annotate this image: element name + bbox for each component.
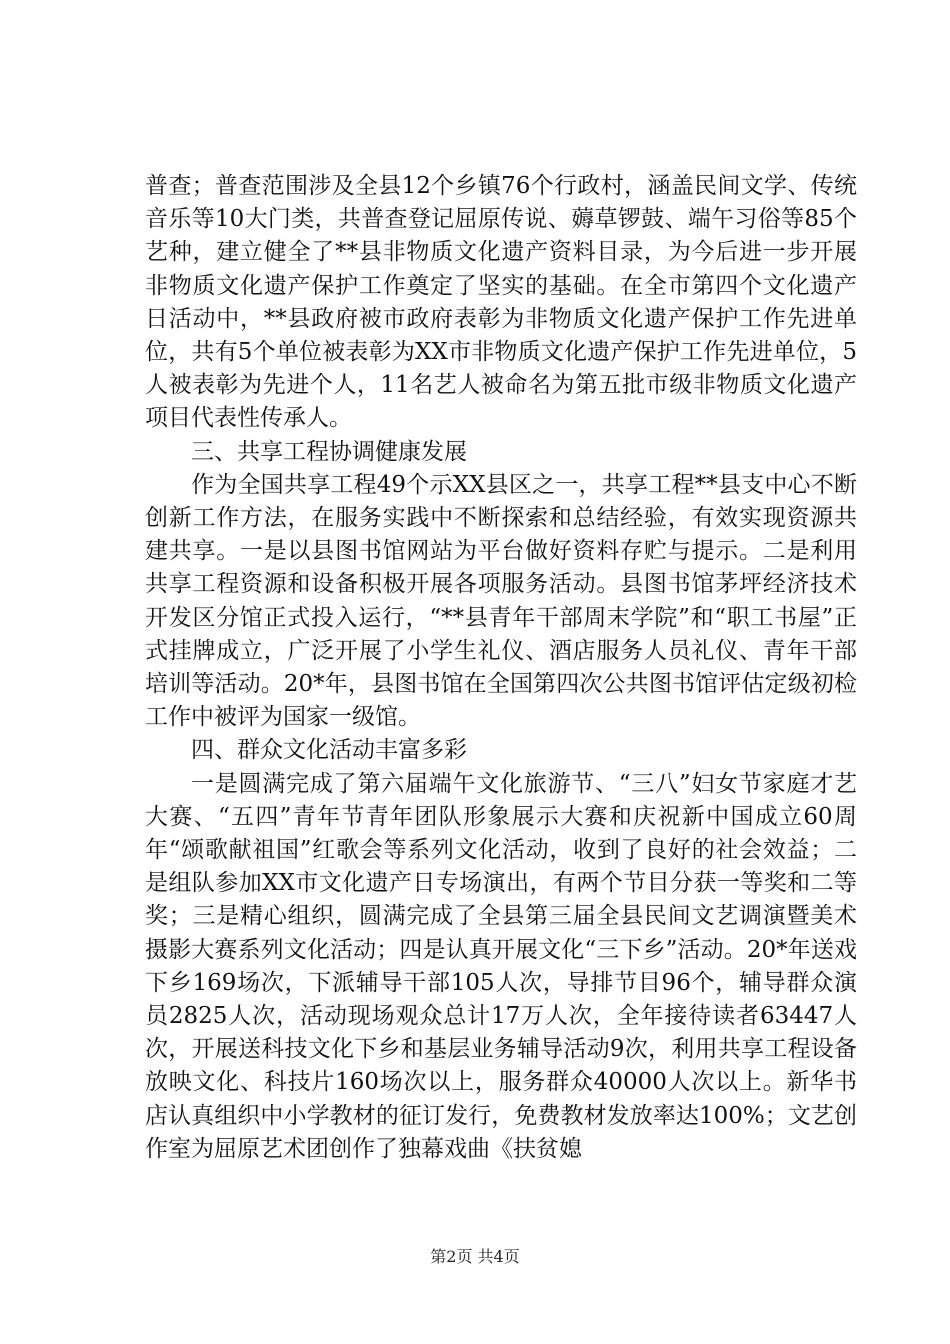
body-paragraph-1: 普查；普查范围涉及全县12个乡镇76个行政村，涵盖民间文学、传统音乐等10大门类，共普查登记屈原传说、薅草锣鼓、端午习俗等85个艺种，建立健全了**县非物质文化遗产资料目录，为今后进一步开展非物质文化遗产保护工作奠定了坚实的基础。在全市第四个文化遗产日活动中，**县政府被市政府表彰为非物质文化遗产保护工作先进单位，共有5个单位被表彰为XX市非物质文化遗产保护工作先进单位，5人被表彰为先进个人，11名艺人被命名为第五批市级非物质文化遗产项目代表性传承人。 (145, 173, 857, 432)
document-body (145, 170, 857, 1166)
body-paragraph-2: 作为全国共享工程49个示XX县区之一，共享工程**县支中心不断创新工作方法，在服务实践中不断探索和总结经验，有效实现资源共建共享。一是以县图书馆网站为平台做好资料存贮与提示。二是利用共享工程资源和设备积极开展各项服务活动。县图书馆茅坪经济技术开发区分馆正式投入运行，“**县青年干部周末学院”和“职工书屋”正式挂牌成立，广泛开展了小学生礼仪、酒店服务人员礼仪、青年干部培训等活动。20*年，县图书馆在全国第四次公共图书馆评估定级初检工作中被评为国家一级馆。 (145, 471, 857, 731)
section-heading-3: 三、共享工程协调健康发展 (191, 438, 467, 465)
section-heading-4: 四、群众文化活动丰富多彩 (191, 737, 467, 764)
page-number-footer: 第2页 共4页 (430, 1247, 520, 1266)
body-paragraph-3: 一是圆满完成了第六届端午文化旅游节、“三八”妇女节家庭才艺大赛、“五四”青年节青年团队形象展示大赛和庆祝新中国成立60周年“颂歌献祖国”红歌会等系列文化活动，收到了良好的社会效益；二是组队参加XX市文化遗产日专场演出，有两个节目分获一等奖和二等奖；三是精心组织，圆满完成了全县第三届全县民间文艺调演暨美术摄影大赛系列文化活动；四是认真开展文化“三下乡”活动。20*年送戏下乡169场次，下派辅导干部105人次，导排节目96个，辅导群众演员2825人次，活动现场观众总计17万人次，全年接待读者63447人次，开展送科技文化下乡和基层业务辅导活动9次，利用共享工程设备放映文化、科技片160场次以上，服务群众40000人次以上。新华书店认真组织中小学教材的征订发行，免费教材发放率达100%；文艺创作室为屈原艺术团创作了独幕戏曲《扶贫媳 (145, 770, 857, 1162)
